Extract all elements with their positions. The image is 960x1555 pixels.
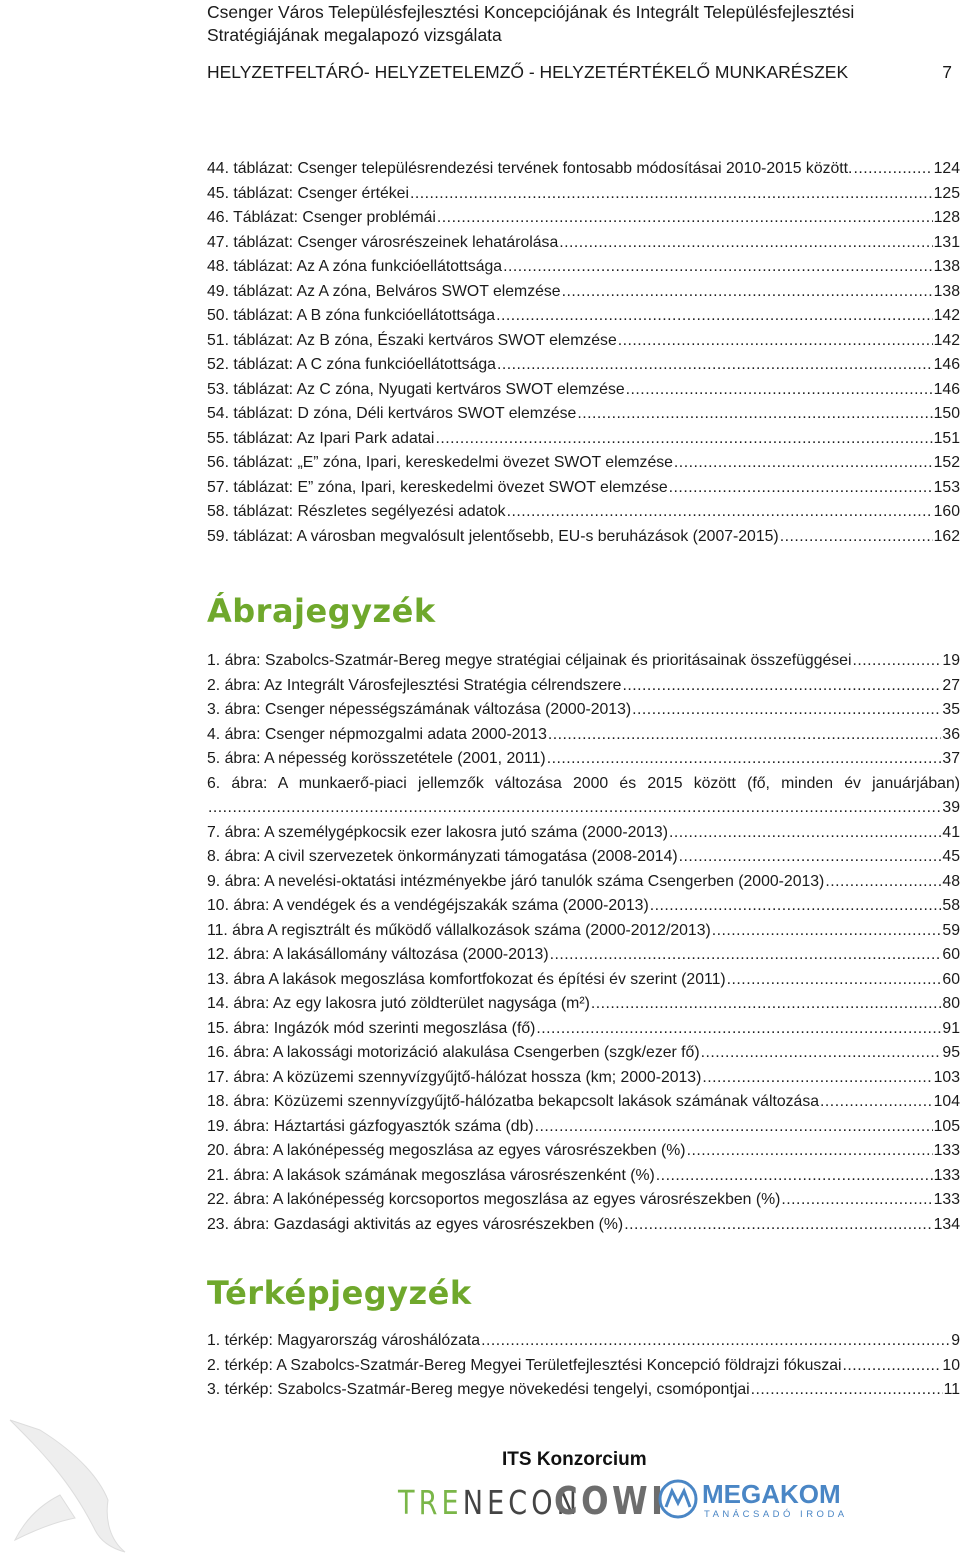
dot-leader <box>507 500 933 525</box>
dot-leader <box>410 182 933 207</box>
entry-label: 47. táblázat: Csenger városrészeinek lehatárolása <box>207 233 559 251</box>
figure-entry[interactable] <box>207 1017 960 1042</box>
figure-entry[interactable] <box>207 1139 960 1164</box>
table-entry[interactable] <box>207 427 960 452</box>
entry-page: 95 <box>942 1044 960 1061</box>
entry-label: 2. térkép: A Szabolcs-Szatmár-Bereg Megyei Területfejlesztési Koncepció földrajzi fókuszai <box>207 1356 842 1374</box>
map-list <box>207 1329 960 1403</box>
entry-label: 17. ábra: A közüzemi szennyvízgyűjtő-hálózat hossza (km; 2000-2013) <box>207 1068 702 1086</box>
entry-label: 1. térkép: Magyarország városhálózata <box>207 1332 481 1349</box>
entry-page: 133 <box>933 1166 960 1184</box>
dot-leader <box>852 649 941 674</box>
entry-label: 6. ábra: A munkaerő-piaci jellemzők változása 2000 és 2015 között (fő, minden év januárjában) <box>207 774 960 792</box>
entry-page: 45 <box>942 848 960 865</box>
dot-leader <box>622 674 941 699</box>
page-number: 7 <box>942 62 952 82</box>
entry-label: 48. táblázat: Az A zóna funkcióellátottsága <box>207 258 503 275</box>
entry-page: 134 <box>933 1215 960 1233</box>
table-entry[interactable] <box>207 182 960 207</box>
entry-label: 2. ábra: Az Integrált Városfejlesztési Stratégia célrendszere <box>207 676 622 694</box>
dot-leader <box>497 353 933 378</box>
dot-leader <box>577 402 932 427</box>
entry-label: 44. táblázat: Csenger településrendezési tervének fontosabb módosításai 2010-2015 között. <box>207 160 853 177</box>
dot-leader <box>820 1090 933 1115</box>
entry-page: 27 <box>942 676 960 694</box>
dot-leader <box>624 1213 932 1238</box>
entry-label: 8. ábra: A civil szervezetek önkormányzati támogatása (2008-2014) <box>207 848 678 865</box>
entry-page: 35 <box>942 701 960 718</box>
table-entry[interactable] <box>207 378 960 403</box>
entry-label: 53. táblázat: Az C zóna, Nyugati kertváros SWOT elemzése <box>207 380 625 398</box>
dot-leader <box>591 992 942 1017</box>
dot-leader <box>674 451 933 476</box>
figures-heading: Ábrajegyzék <box>207 592 436 630</box>
entry-label: 14. ábra: Az egy lakosra jutó zöldterület nagysága (m²) <box>207 995 590 1012</box>
dot-leader <box>843 1354 942 1379</box>
dot-leader <box>679 845 942 870</box>
dot-leader <box>632 698 941 723</box>
entry-label: 10. ábra: A vendégek és a vendégéjszakák száma (2000-2013) <box>207 897 649 914</box>
entry-label: 50. táblázat: A B zóna funkcióellátottsága <box>207 307 496 324</box>
entry-label: 54. táblázat: D zóna, Déli kertváros SWOT elemzése <box>207 405 577 422</box>
dot-leader <box>751 1378 943 1403</box>
figure-entry[interactable] <box>207 968 960 993</box>
table-entry[interactable] <box>207 353 960 378</box>
megakom-subtitle: TANÁCSADÓ IRODA <box>704 1509 848 1520</box>
dot-leader <box>825 870 941 895</box>
dot-leader <box>562 280 933 305</box>
dot-leader <box>727 968 942 993</box>
entry-page: 162 <box>933 527 960 545</box>
entry-label: 45. táblázat: Csenger értékei <box>207 184 409 202</box>
entry-label: 12. ábra: A lakásállomány változása (2000-2013) <box>207 946 549 963</box>
entry-label: 18. ábra: Közüzemi szennyvízgyűjtő-hálózatba bekapcsolt lakások számának változása <box>207 1093 820 1110</box>
table-entry[interactable] <box>207 451 960 476</box>
dot-leader <box>781 1188 932 1213</box>
dot-leader <box>702 1066 932 1091</box>
entry-page: 142 <box>933 307 960 324</box>
dot-leader <box>669 821 941 846</box>
dot-leader <box>535 1115 933 1140</box>
figure-entry[interactable] <box>207 894 960 919</box>
figure-entry[interactable] <box>207 772 960 821</box>
megakom-logo-icon <box>656 1479 700 1519</box>
entry-label: 20. ábra: A lakónépesség megoszlása az egyes városrészekben (%) <box>207 1142 686 1159</box>
dot-leader <box>853 157 932 182</box>
dot-leader <box>437 206 933 231</box>
entry-label: 7. ábra: A személygépkocsik ezer lakosra jutó száma (2000-2013) <box>207 823 668 841</box>
entry-label: 49. táblázat: Az A zóna, Belváros SWOT elemzése <box>207 282 561 300</box>
entry-label: 16. ábra: A lakossági motorizáció alakulása Csengerben (szgk/ezer fő) <box>207 1044 700 1061</box>
dot-leader <box>650 894 942 919</box>
entry-page: 128 <box>933 209 960 226</box>
entry-page: 146 <box>933 356 960 373</box>
entry-label: 22. ábra: A lakónépesség korcsoportos megoszlása az egyes városrészekben (%) <box>207 1191 781 1208</box>
entry-page: 37 <box>942 750 960 767</box>
figure-entry[interactable] <box>207 870 960 895</box>
entry-label: 19. ábra: Háztartási gázfogyasztók száma (db) <box>207 1117 534 1135</box>
figure-entry[interactable] <box>207 1188 960 1213</box>
entry-page: 142 <box>933 331 960 349</box>
table-entry[interactable] <box>207 525 960 550</box>
entry-label: 9. ábra: A nevelési-oktatási intézményekbe járó tanulók száma Csengerben (2000-2013) <box>207 872 825 890</box>
trenecon-logo: TRENECON <box>398 1483 582 1522</box>
entry-page: 150 <box>933 405 960 422</box>
map-entry[interactable] <box>207 1378 960 1403</box>
entry-page: 58 <box>942 897 960 914</box>
entry-page: 160 <box>933 503 960 520</box>
table-entry[interactable] <box>207 329 960 354</box>
entry-label: 11. ábra A regisztrált és működő vállalkozások száma (2000-2012/2013) <box>207 921 711 939</box>
table-entry[interactable] <box>207 157 960 182</box>
header-title-line-2: Stratégiájának megalapozó vizsgálata <box>207 25 502 45</box>
entry-page: 91 <box>942 1019 960 1037</box>
entry-label: 46. Táblázat: Csenger problémái <box>207 209 436 226</box>
entry-label: 55. táblázat: Az Ipari Park adatai <box>207 429 435 447</box>
dot-leader <box>208 796 941 821</box>
entry-page: 19 <box>942 652 960 669</box>
dot-leader <box>481 1329 950 1354</box>
dot-leader <box>626 378 933 403</box>
figure-entry[interactable] <box>207 1041 960 1066</box>
entry-page: 9 <box>951 1332 960 1349</box>
entry-page: 146 <box>933 380 960 398</box>
entry-label: 3. ábra: Csenger népességszámának változása (2000-2013) <box>207 701 632 718</box>
consortium-name: ITS Konzorcium <box>502 1449 647 1470</box>
entry-label: 23. ábra: Gazdasági aktivitás az egyes városrészekben (%) <box>207 1215 624 1233</box>
entry-page: 11 <box>943 1381 960 1398</box>
megakom-logo: MEGAKOM <box>702 1479 841 1509</box>
dot-leader <box>550 943 942 968</box>
figure-entry[interactable] <box>207 1066 960 1091</box>
entry-label: 59. táblázat: A városban megvalósult jelentősebb, EU-s beruházások (2007-2015) <box>207 527 779 545</box>
entry-page: 153 <box>933 478 960 496</box>
entry-label: 21. ábra: A lakások számának megoszlása városrészenként (%) <box>207 1166 655 1184</box>
entry-page: 48 <box>942 872 960 890</box>
figure-entry[interactable] <box>207 649 960 674</box>
entry-label: 13. ábra A lakások megoszlása komfortfokozat és építési év szerint (2011) <box>207 970 726 988</box>
entry-page: 41 <box>942 823 960 841</box>
figure-entry[interactable] <box>207 992 960 1017</box>
figure-entry[interactable] <box>207 723 960 748</box>
header-section-name: HELYZETFELTÁRÓ- HELYZETELEMZŐ - HELYZETÉRTÉKELŐ MUNKARÉSZEK <box>207 62 849 82</box>
dot-leader <box>669 476 933 501</box>
entry-label: 57. táblázat: E” zóna, Ipari, kereskedelmi övezet SWOT elemzése <box>207 478 668 496</box>
dot-leader <box>435 427 932 452</box>
dot-leader <box>780 525 933 550</box>
entry-page: 138 <box>933 258 960 275</box>
figure-entry[interactable] <box>207 821 960 846</box>
entry-page: 60 <box>942 946 960 963</box>
entry-page: 10 <box>942 1356 960 1374</box>
entry-page: 36 <box>942 725 960 743</box>
dot-leader <box>559 231 932 256</box>
dot-leader <box>547 747 942 772</box>
table-entry[interactable] <box>207 304 960 329</box>
entry-label: 56. táblázat: „E” zóna, Ipari, kereskedelmi övezet SWOT elemzése <box>207 454 673 471</box>
entry-page: 133 <box>933 1191 960 1208</box>
cowi-logo: COWI <box>554 1479 667 1523</box>
figure-entry[interactable] <box>207 698 960 723</box>
maps-heading: Térképjegyzék <box>207 1274 472 1312</box>
table-entry[interactable] <box>207 280 960 305</box>
dot-leader <box>687 1139 933 1164</box>
entry-page: 104 <box>933 1093 960 1110</box>
bird-watermark-icon <box>0 1410 150 1555</box>
table-list <box>207 157 960 549</box>
table-entry[interactable] <box>207 231 960 256</box>
entry-label: 1. ábra: Szabolcs-Szatmár-Bereg megye stratégiai céljainak és prioritásainak összefüggései <box>207 652 852 669</box>
entry-page: 152 <box>933 454 960 471</box>
figure-entry[interactable] <box>207 674 960 699</box>
figure-entry[interactable] <box>207 1115 960 1140</box>
map-entry[interactable] <box>207 1329 960 1354</box>
dot-leader <box>548 723 942 748</box>
footer-logos <box>380 1445 848 1545</box>
dot-leader <box>496 304 933 329</box>
dot-leader <box>536 1017 941 1042</box>
table-entry[interactable] <box>207 476 960 501</box>
entry-page: 133 <box>933 1142 960 1159</box>
entry-page: 138 <box>933 282 960 300</box>
dot-leader <box>618 329 933 354</box>
map-entry[interactable] <box>207 1354 960 1379</box>
entry-label: 52. táblázat: A C zóna funkcióellátottsága <box>207 356 496 373</box>
entry-label: 5. ábra: A népesség korösszetétele (2001, 2011) <box>207 750 546 767</box>
figure-entry[interactable] <box>207 1090 960 1115</box>
table-entry[interactable] <box>207 500 960 525</box>
entry-page: 59 <box>942 921 960 939</box>
dot-leader <box>503 255 933 280</box>
figure-entry[interactable] <box>207 845 960 870</box>
dot-leader <box>701 1041 942 1066</box>
dot-leader <box>656 1164 933 1189</box>
entry-label: 3. térkép: Szabolcs-Szatmár-Bereg megye növekedési tengelyi, csomópontjai <box>207 1381 750 1398</box>
figure-entry[interactable] <box>207 919 960 944</box>
figure-entry[interactable] <box>207 1213 960 1238</box>
entry-label: 51. táblázat: Az B zóna, Északi kertváros SWOT elemzése <box>207 331 617 349</box>
figure-entry[interactable] <box>207 1164 960 1189</box>
entry-page: 105 <box>933 1117 960 1135</box>
header-title-line-1: Csenger Város Településfejlesztési Koncepciójának és Integrált Településfejlesztési <box>207 2 855 22</box>
entry-label: 58. táblázat: Részletes segélyezési adatok <box>207 503 506 520</box>
entry-page: 39 <box>942 799 960 816</box>
entry-page: 131 <box>933 233 960 251</box>
table-entry[interactable] <box>207 402 960 427</box>
entry-page: 124 <box>933 160 960 177</box>
table-entry[interactable] <box>207 206 960 231</box>
figure-list <box>207 649 960 1237</box>
figure-entry[interactable] <box>207 747 960 772</box>
entry-page: 125 <box>933 184 960 202</box>
entry-page: 80 <box>942 995 960 1012</box>
dot-leader <box>712 919 942 944</box>
entry-label: 15. ábra: Ingázók mód szerinti megoszlása (fő) <box>207 1019 536 1037</box>
entry-label: 4. ábra: Csenger népmozgalmi adata 2000-2013 <box>207 725 547 743</box>
figure-entry[interactable] <box>207 943 960 968</box>
table-entry[interactable] <box>207 255 960 280</box>
entry-page: 151 <box>933 429 960 447</box>
entry-page: 60 <box>942 970 960 988</box>
entry-page: 103 <box>933 1068 960 1086</box>
